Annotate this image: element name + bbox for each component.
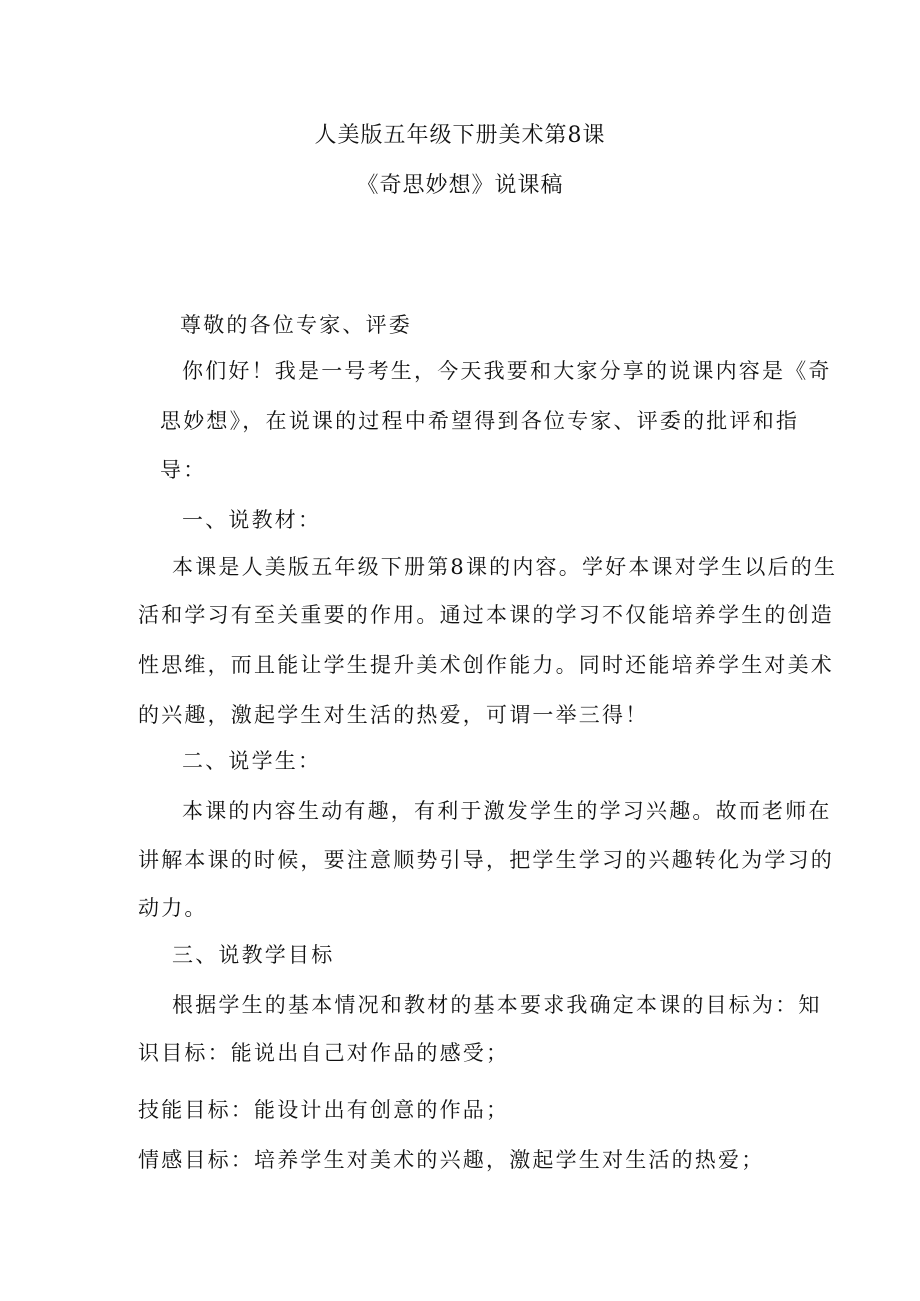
section1-line-1: 本课是人美版五年级下册第8课的内容。学好本课对学生以后的生 bbox=[172, 555, 838, 579]
greeting: 尊敬的各位专家、评委 bbox=[180, 313, 412, 337]
section1-line-3: 性思维，而且能让学生提升美术创作能力。同时还能培养学生对美术 bbox=[138, 653, 834, 677]
section3-line-4: 情感目标：培养学生对美术的兴趣，激起学生对生活的热爱； bbox=[138, 1148, 765, 1172]
section3-line-3: 技能目标：能设计出有创意的作品； bbox=[138, 1098, 510, 1122]
intro-line-3: 导： bbox=[160, 458, 207, 482]
section1-line-4: 的兴趣，激起学生对生活的热爱，可谓一举三得！ bbox=[138, 703, 649, 727]
section1-line-2: 活和学习有至关重要的作用。通过本课的学习不仅能培养学生的创造 bbox=[138, 603, 834, 627]
section1-heading: 一、说教材： bbox=[182, 508, 322, 532]
intro-line-1: 你们好！我是一号考生，今天我要和大家分享的说课内容是《奇 bbox=[182, 359, 832, 383]
section2-line-1: 本课的内容生动有趣，有利于激发学生的学习兴趣。故而老师在 bbox=[182, 799, 832, 823]
document-subtitle: 《奇思妙想》说课稿 bbox=[356, 173, 564, 198]
section2-line-2: 讲解本课的时候，要注意顺势引导，把学生学习的兴趣转化为学习的 bbox=[138, 848, 834, 872]
section3-line-2: 识目标：能说出自己对作品的感受； bbox=[138, 1041, 510, 1065]
section2-line-3: 动力。 bbox=[138, 896, 208, 920]
section3-line-1: 根据学生的基本情况和教材的基本要求我确定本课的目标为：知 bbox=[172, 993, 822, 1017]
section2-heading: 二、说学生： bbox=[182, 749, 322, 773]
intro-line-2: 思妙想》，在说课的过程中希望得到各位专家、评委的批评和指 bbox=[160, 409, 800, 433]
document-title: 人美版五年级下册美术第8课 bbox=[314, 123, 606, 148]
section3-heading: 三、说教学目标 bbox=[172, 943, 335, 967]
